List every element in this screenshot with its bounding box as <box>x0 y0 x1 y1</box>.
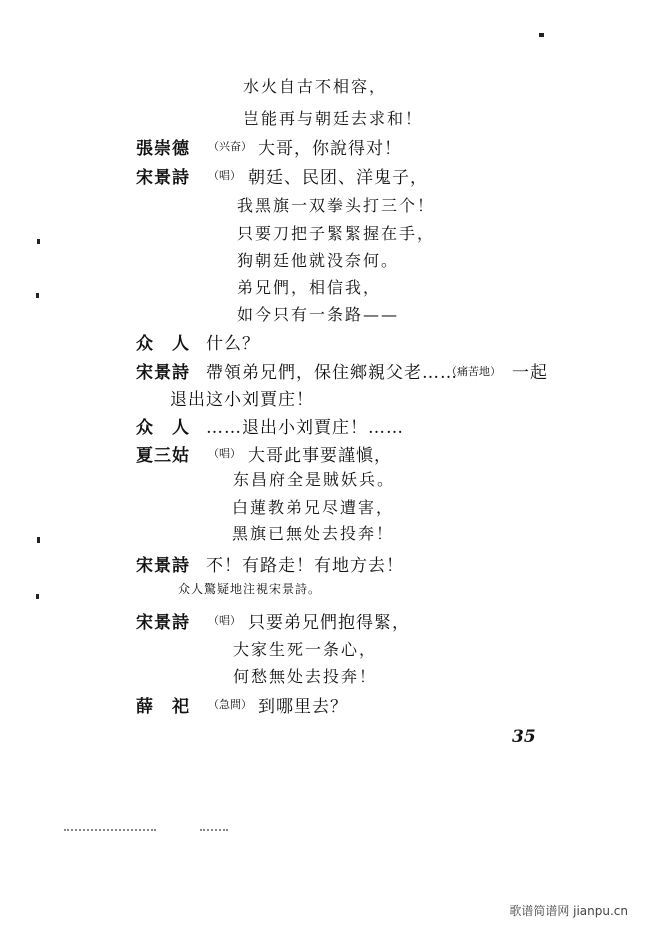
speaker-name: 众 人 <box>136 334 190 354</box>
dialogue-text: 朝廷、民团、洋鬼子， <box>248 168 428 188</box>
verse-text: 弟兄們，相信我， <box>237 278 382 297</box>
dialogue-text: 大哥此事要謹愼， <box>248 446 392 466</box>
speaker-name: 薛 祀 <box>136 697 190 717</box>
dialogue-text-continued: 一起 <box>512 363 548 383</box>
dialogue-text: ……退出小刘賈庄！…… <box>206 418 404 438</box>
stage-direction: （唱） <box>208 169 241 182</box>
verse-text: 岂能再与朝廷去求和！ <box>243 109 424 128</box>
scan-speck <box>539 33 544 37</box>
verse-text: 何愁無处去投奔！ <box>233 667 378 686</box>
dialogue-text: 大哥，你說得对！ <box>258 139 402 159</box>
speaker-name: 宋景詩 <box>136 613 190 633</box>
watermark: 歌谱简谱网 jianpu.cn <box>509 904 628 918</box>
verse-text: 大家生死一条心， <box>233 640 378 659</box>
verse-text: 白蓮教弟兄尽遭害， <box>232 498 395 517</box>
stage-direction: （痛苦地） <box>446 365 501 378</box>
dialogue-text: 什么？ <box>206 334 260 354</box>
stage-direction: （兴奋） <box>208 140 252 153</box>
scan-dotted-line <box>64 829 156 832</box>
dialogue-text: 退出这小刘賈庄！ <box>170 390 314 410</box>
stage-direction: （唱） <box>208 614 241 627</box>
dialogue-text: 不！有路走！有地方去！ <box>206 556 404 576</box>
scan-speck <box>36 293 39 298</box>
dialogue-text: 到哪里去？ <box>258 697 348 717</box>
stage-direction: （急問） <box>208 698 252 711</box>
speaker-name: 众 人 <box>136 418 190 438</box>
speaker-name: 宋景詩 <box>136 363 190 383</box>
verse-text: 只要刀把子緊緊握在手， <box>237 224 436 243</box>
scan-speck <box>36 594 39 599</box>
stage-note: 众人驚疑地注視宋景詩。 <box>178 582 322 596</box>
verse-text: 水火自古不相容， <box>243 77 388 96</box>
scan-speck <box>37 239 40 244</box>
speaker-name: 張崇德 <box>136 139 190 159</box>
verse-text: 我黑旗一双拳头打三个！ <box>237 196 436 215</box>
stage-direction: （唱） <box>208 447 241 460</box>
speaker-name: 夏三姑 <box>136 446 190 466</box>
verse-text: 狗朝廷他就没奈何。 <box>237 251 400 270</box>
verse-text: 黑旗已無处去投奔！ <box>232 524 395 543</box>
verse-text: 东昌府全是賊妖兵。 <box>233 470 396 489</box>
page-number: 35 <box>512 727 536 747</box>
speaker-name: 宋景詩 <box>136 168 190 188</box>
scan-dotted-line <box>200 829 228 832</box>
dialogue-text: 帶領弟兄們，保住鄉親父老…… <box>206 363 458 383</box>
scan-speck <box>37 537 40 543</box>
speaker-name: 宋景詩 <box>136 556 190 576</box>
dialogue-text: 只要弟兄們抱得緊， <box>248 613 410 633</box>
verse-text: 如今只有一条路—— <box>237 305 400 324</box>
